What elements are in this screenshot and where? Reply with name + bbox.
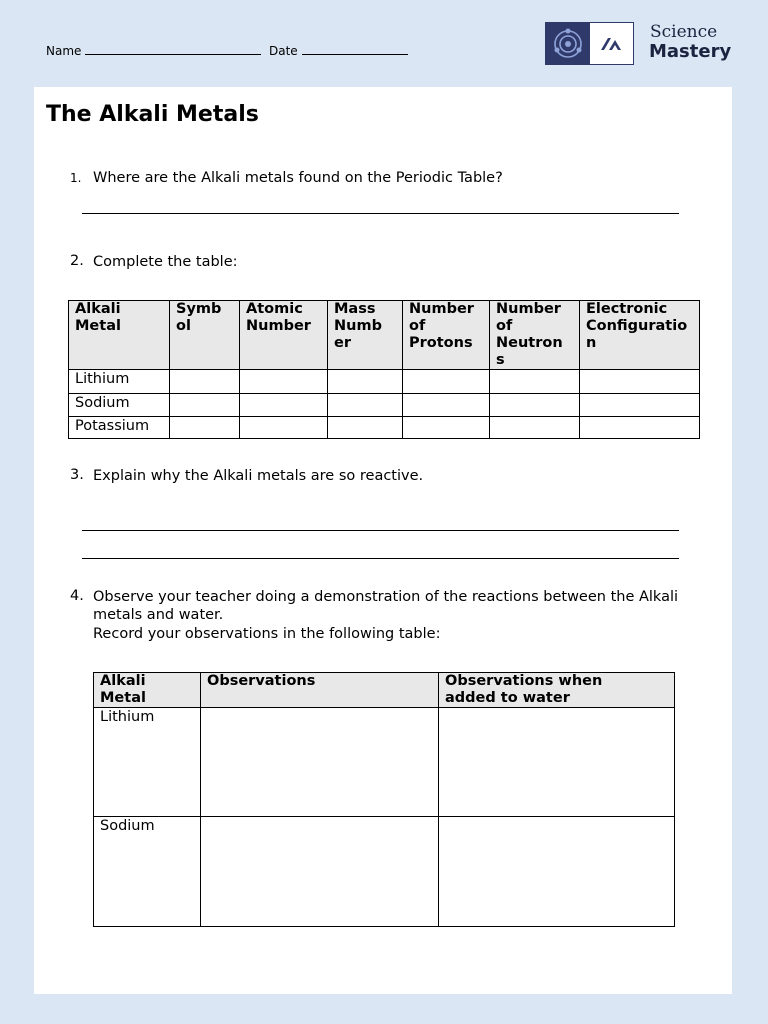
q3-text: Explain why the Alkali metals are so reactive. (93, 468, 424, 484)
q3-number: 3. (70, 467, 84, 483)
header-line: Electronic (586, 301, 668, 317)
header-line: Numb (334, 318, 382, 334)
header-line: s (496, 352, 505, 368)
table-row (69, 394, 700, 417)
header-line: Alkali (100, 673, 146, 689)
header-line: Number (246, 318, 311, 334)
col-alkali-metal (69, 301, 170, 370)
mastery-mark-icon (590, 23, 633, 64)
col-neutrons (490, 301, 580, 370)
answer-cell[interactable] (439, 708, 675, 817)
element-table (68, 300, 700, 439)
date-field[interactable] (269, 44, 408, 58)
q1-text: Where are the Alkali metals found on the Periodic Table? (93, 170, 503, 186)
col-alkali-metal (94, 673, 201, 708)
col-electronic-configuration (580, 301, 700, 370)
table-header-row (94, 673, 675, 708)
q2-text: Complete the table: (93, 254, 238, 270)
answer-cell[interactable] (328, 417, 403, 439)
header-line: Alkali (75, 301, 121, 317)
col-protons (403, 301, 490, 370)
name-field[interactable] (46, 44, 261, 58)
answer-cell[interactable] (580, 417, 700, 439)
table-row (69, 417, 700, 439)
answer-cell[interactable] (201, 817, 439, 927)
answer-cell[interactable] (240, 394, 328, 417)
atom-icon (546, 23, 590, 64)
q4-number: 4. (70, 588, 84, 604)
header-line: ol (176, 318, 191, 334)
row-label: Potassium (69, 417, 170, 439)
header-line: Number (496, 301, 561, 317)
answer-cell[interactable] (328, 394, 403, 417)
header-line: Atomic (246, 301, 303, 317)
header-line: Observations when (445, 673, 603, 689)
header-line: Configuratio (586, 318, 688, 334)
answer-cell[interactable] (403, 417, 490, 439)
answer-cell[interactable] (403, 370, 490, 394)
header-line: Observations (207, 673, 316, 689)
table-row (94, 817, 675, 927)
row-label: Sodium (69, 394, 170, 417)
answer-cell[interactable] (170, 417, 240, 439)
header-line: Protons (409, 335, 473, 351)
observations-table (93, 672, 675, 927)
col-observations (201, 673, 439, 708)
science-mastery-logo (545, 22, 634, 65)
header-line: of (409, 318, 426, 334)
brand-science: Science (650, 22, 718, 42)
header-line: Symb (176, 301, 222, 317)
col-atomic-number (240, 301, 328, 370)
q1-answer-line[interactable] (82, 213, 679, 214)
q3-answer-line[interactable] (82, 558, 679, 559)
table-row (94, 708, 675, 817)
col-observations-water (439, 673, 675, 708)
answer-cell[interactable] (328, 370, 403, 394)
answer-cell[interactable] (580, 394, 700, 417)
answer-cell[interactable] (240, 417, 328, 439)
answer-cell[interactable] (170, 370, 240, 394)
date-label: Date (269, 44, 298, 58)
header-line: Number (409, 301, 474, 317)
header-line: Metal (100, 690, 146, 706)
q1-number: 1. (70, 171, 82, 185)
row-label: Sodium (94, 817, 201, 927)
answer-cell[interactable] (170, 394, 240, 417)
table-row (69, 370, 700, 394)
table-header-row (69, 301, 700, 370)
row-label: Lithium (94, 708, 201, 817)
answer-cell[interactable] (439, 817, 675, 927)
header-line: n (586, 335, 597, 351)
q4-line2: metals and water. (93, 607, 224, 623)
q2-number: 2. (70, 253, 84, 269)
page-title: The Alkali Metals (46, 102, 259, 127)
row-label: Lithium (69, 370, 170, 394)
header-line: Metal (75, 318, 121, 334)
name-label: Name (46, 44, 82, 58)
header-line: Neutron (496, 335, 563, 351)
answer-cell[interactable] (490, 370, 580, 394)
answer-cell[interactable] (201, 708, 439, 817)
answer-cell[interactable] (490, 417, 580, 439)
answer-cell[interactable] (490, 394, 580, 417)
brand-mastery: Mastery (649, 41, 732, 62)
col-symbol (170, 301, 240, 370)
q4-line1: Observe your teacher doing a demonstration of the reactions between the Alkali (93, 589, 679, 605)
date-blank[interactable] (302, 44, 408, 55)
answer-cell[interactable] (240, 370, 328, 394)
answer-cell[interactable] (403, 394, 490, 417)
col-mass-number (328, 301, 403, 370)
header-line: of (496, 318, 513, 334)
header-line: Mass (334, 301, 376, 317)
header-line: added to water (445, 690, 570, 706)
q3-answer-line[interactable] (82, 530, 679, 531)
header-line: er (334, 335, 351, 351)
q4-line3: Record your observations in the following table: (93, 626, 441, 642)
name-blank[interactable] (85, 44, 261, 55)
answer-cell[interactable] (580, 370, 700, 394)
